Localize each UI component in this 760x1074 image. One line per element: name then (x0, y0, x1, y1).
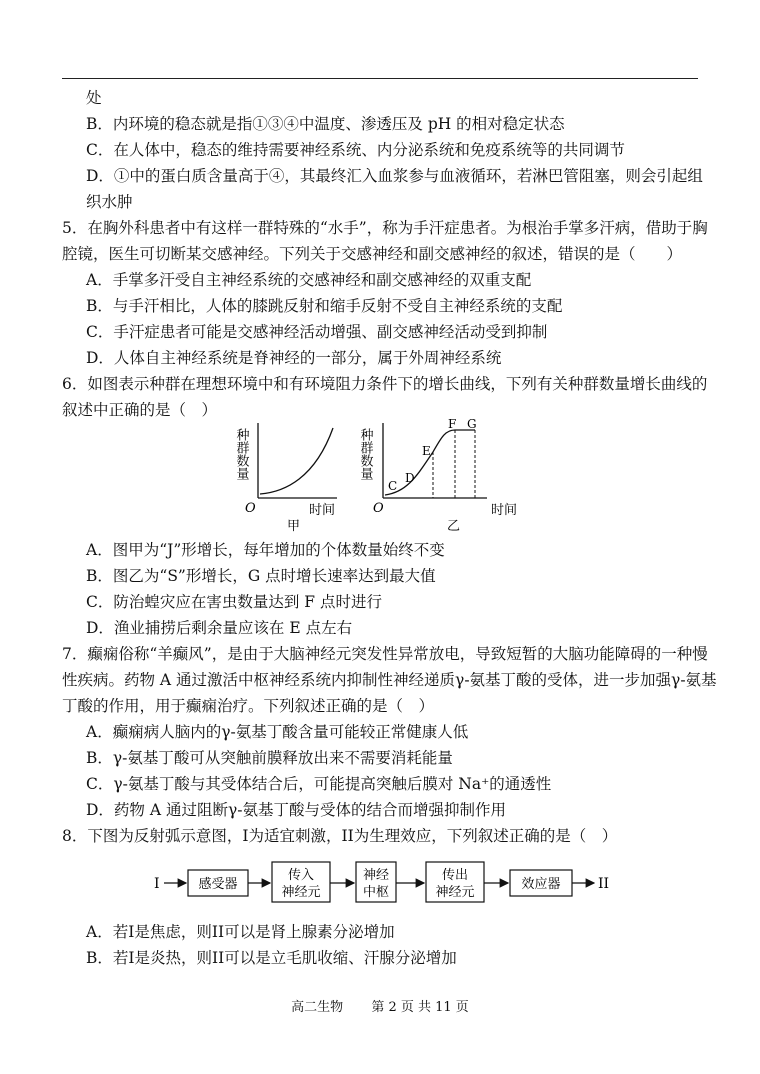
svg-text:效应器: 效应器 (521, 877, 561, 892)
option-line: C．在人体中，稳态的维持需要神经系统、内分泌系统和免疫系统等的共同调节 (86, 141, 625, 159)
option-line: B．γ-氨基丁酸可从突触前膜释放出来不需要消耗能量 (86, 749, 453, 767)
question-line: 6．如图表示种群在理想环境中和有环境阻力条件下的增长曲线，下列有关种群数量增长曲线的 (62, 375, 708, 393)
option-line: D．人体自主神经系统是脊神经的一部分，属于外周神经系统 (86, 349, 502, 367)
origin-label: O (245, 501, 256, 516)
option-line: D．①中的蛋白质含量高于④，其最终汇入血浆参与血液循环，若淋巴管阻塞，则会引起组 (86, 167, 703, 185)
y-axis-label: 种群数量 (357, 428, 373, 480)
y-axis-label: 种群数量 (233, 428, 249, 480)
option-line: A．手掌多汗受自主神经系统的交感神经和副交感神经的双重支配 (86, 271, 532, 289)
text-line: 处 (86, 89, 102, 107)
graph-yi (357, 417, 533, 534)
input-label: I (154, 876, 160, 892)
svg-text:神经: 神经 (362, 868, 390, 883)
svg-text:中枢: 中枢 (362, 885, 390, 900)
text-line: 织水肿 (86, 193, 133, 211)
option-line: A．若I是焦虑，则II可以是肾上腺素分泌增加 (86, 923, 395, 941)
option-line: A．癫痫病人脑内的γ-氨基丁酸含量可能较正常健康人低 (86, 723, 469, 741)
question-line: 腔镜，医生可切断某交感神经。下列关于交感神经和副交感神经的叙述，错误的是（ ） (62, 245, 683, 263)
page-footer (0, 996, 760, 1015)
box-label: 感受器 (198, 877, 238, 892)
option-line: C．γ-氨基丁酸与其受体结合后，可能提高突触后膜对 Na⁺的通透性 (86, 775, 552, 793)
option-line: B．内环境的稳态就是指①③④中温度、渗透压及 pH 的相对稳定状态 (86, 115, 565, 133)
option-line: B．图乙为“S”形增长，G 点时增长速率达到最大值 (86, 567, 436, 585)
point-label-c: C (388, 479, 398, 493)
svg-text:传入: 传入 (287, 868, 315, 883)
svg-text:神经元: 神经元 (281, 885, 321, 900)
point-label-g: G (467, 417, 477, 431)
graph-caption: 甲 (287, 519, 301, 534)
x-axis-label: 时间 (491, 503, 518, 518)
origin-label: O (373, 501, 384, 516)
question-line: 5．在胸外科患者中有这样一群特殊的“水手”，称为手汗症患者。为根治手掌多汗病，借助于胸 (62, 219, 708, 237)
j-curve (260, 428, 333, 494)
option-line: C．手汗症患者可能是交感神经活动增强、副交感神经活动受到抑制 (86, 323, 548, 341)
output-label: II (598, 876, 610, 892)
point-label-e: E (422, 444, 431, 458)
question-line: 8．下图为反射弧示意图，I为适宜刺激，II为生理效应，下列叙述正确的是（ ） (62, 827, 618, 845)
header-rule (62, 78, 698, 79)
graph-caption: 乙 (447, 519, 461, 534)
point-label-d: D (405, 471, 415, 485)
option-line: D．药物 A 通过阻断γ-氨基丁酸与受体的结合而增强抑制作用 (86, 801, 506, 819)
option-line: B．若I是炎热，则II可以是立毛肌收缩、汗腺分泌增加 (86, 949, 457, 967)
question-line: 丁酸的作用，用于癫痫治疗。下列叙述正确的是（ ） (62, 697, 435, 715)
option-line: D．渔业捕捞后剩余量应该在 E 点左右 (86, 619, 353, 637)
question-line: 性疾病。药物 A 通过激活中枢神经系统内抑制性神经递质γ-氨基丁酸的受体，进一步加强γ-氨基 (62, 671, 717, 689)
footer-page-number: 第 2 页 共 11 页 (371, 1000, 469, 1015)
option-line: B．与手汗相比，人体的膝跳反射和缩手反射不受自主神经系统的支配 (86, 297, 563, 315)
s-curve (385, 430, 475, 495)
option-line: C．防治蝗灾应在害虫数量达到 F 点时进行 (86, 593, 382, 611)
footer-subject: 高二生物 (291, 1000, 344, 1015)
graph-jia (225, 418, 365, 534)
svg-text:神经元: 神经元 (435, 885, 475, 900)
reflex-arc-diagram (150, 858, 620, 908)
x-axis-label: 时间 (309, 503, 336, 518)
option-line: A．图甲为“J”形增长，每年增加的个体数量始终不变 (86, 541, 445, 559)
point-label-f: F (448, 417, 457, 431)
question-line: 叙述中正确的是（ ） (62, 401, 218, 419)
question-line: 7．癫痫俗称“羊癫风”，是由于大脑神经元突发性异常放电，导致短暂的大脑功能障碍的一种慢 (62, 645, 708, 663)
svg-text:传出: 传出 (441, 868, 469, 883)
